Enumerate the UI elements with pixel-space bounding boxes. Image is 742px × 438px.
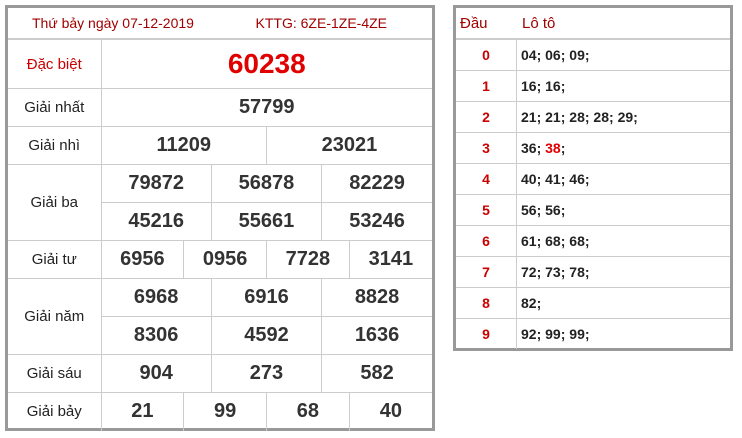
sixth-prize-number: 904 bbox=[101, 355, 211, 393]
loto-separator: ; bbox=[560, 202, 566, 218]
loto-head-digit: 1 bbox=[456, 71, 517, 102]
seventh-prize-number: 40 bbox=[349, 393, 432, 431]
sixth-prize-number: 273 bbox=[211, 355, 321, 393]
fourth-prize-number: 6956 bbox=[101, 241, 184, 279]
prize-label-second: Giải nhì bbox=[8, 127, 101, 165]
loto-number: 82 bbox=[521, 295, 537, 311]
loto-panel bbox=[453, 5, 733, 351]
seventh-prize-number: 99 bbox=[184, 393, 267, 431]
fifth-prize-number: 4592 bbox=[211, 317, 321, 355]
third-prize-number: 82229 bbox=[322, 165, 432, 203]
loto-number: 38 bbox=[545, 140, 561, 156]
loto-number: 56 bbox=[521, 202, 537, 218]
prize-label-first: Giải nhất bbox=[8, 89, 101, 127]
first-prize-number: 57799 bbox=[101, 89, 432, 127]
loto-number: 92 bbox=[521, 326, 537, 342]
seventh-prize-number: 68 bbox=[266, 393, 349, 431]
loto-head-digit: 8 bbox=[456, 288, 517, 319]
prize-label-sixth: Giải sáu bbox=[8, 355, 101, 393]
loto-separator: ; bbox=[560, 326, 570, 342]
loto-tails bbox=[517, 164, 731, 195]
loto-number: 28 bbox=[569, 109, 585, 125]
fourth-prize-number: 7728 bbox=[266, 241, 349, 279]
loto-separator: ; bbox=[584, 47, 590, 63]
loto-separator: ; bbox=[609, 109, 618, 125]
results-panel bbox=[5, 5, 435, 431]
loto-number: 72 bbox=[521, 264, 537, 280]
loto-separator: ; bbox=[633, 109, 638, 125]
loto-number: 16 bbox=[521, 78, 537, 94]
loto-separator: ; bbox=[536, 47, 546, 63]
loto-number: 56 bbox=[545, 202, 561, 218]
loto-separator: ; bbox=[584, 326, 590, 342]
prize-table bbox=[8, 39, 432, 431]
loto-number: 46 bbox=[569, 171, 585, 187]
loto-row bbox=[456, 133, 730, 164]
fourth-prize-number: 0956 bbox=[184, 241, 267, 279]
loto-tails bbox=[517, 40, 731, 71]
loto-number: 99 bbox=[545, 326, 561, 342]
loto-number: 78 bbox=[569, 264, 585, 280]
loto-separator: ; bbox=[536, 171, 546, 187]
loto-number: 09 bbox=[569, 47, 585, 63]
loto-tails bbox=[517, 319, 731, 350]
results-header bbox=[8, 8, 432, 39]
loto-number: 29 bbox=[617, 109, 634, 125]
third-prize-number: 45216 bbox=[101, 203, 211, 241]
loto-number: 41 bbox=[545, 171, 561, 187]
special-prize-number: 60238 bbox=[101, 40, 432, 89]
loto-row bbox=[456, 319, 730, 350]
loto-row bbox=[456, 195, 730, 226]
loto-tails bbox=[517, 288, 731, 319]
prize-row-first bbox=[8, 89, 432, 127]
loto-separator: ; bbox=[560, 140, 566, 156]
third-prize-number: 53246 bbox=[322, 203, 432, 241]
seventh-prize-number: 21 bbox=[101, 393, 184, 431]
third-prize-number: 56878 bbox=[211, 165, 321, 203]
loto-row bbox=[456, 164, 730, 195]
kttg-code: KTTG: 6ZE-1ZE-4ZE bbox=[255, 15, 387, 31]
loto-separator: ; bbox=[560, 47, 570, 63]
fifth-prize-number: 6968 bbox=[101, 279, 211, 317]
loto-tails bbox=[517, 71, 731, 102]
loto-head-digit: 9 bbox=[456, 319, 517, 350]
prize-label-seventh: Giải bảy bbox=[8, 393, 101, 431]
loto-head-digit: 3 bbox=[456, 133, 517, 164]
loto-separator: ; bbox=[536, 202, 546, 218]
prize-row-second bbox=[8, 127, 432, 165]
fifth-prize-number: 8828 bbox=[322, 279, 432, 317]
loto-number: 68 bbox=[545, 233, 561, 249]
draw-date: Thứ bảy ngày 07-12-2019 bbox=[32, 15, 194, 31]
loto-separator: ; bbox=[536, 78, 546, 94]
loto-separator: ; bbox=[560, 233, 570, 249]
fourth-prize-number: 3141 bbox=[349, 241, 432, 279]
sixth-prize-number: 582 bbox=[322, 355, 432, 393]
loto-row bbox=[456, 71, 730, 102]
loto-head-digit: 0 bbox=[456, 40, 517, 71]
prize-label-third: Giải ba bbox=[8, 165, 101, 241]
fifth-prize-number: 8306 bbox=[101, 317, 211, 355]
loto-head-digit: 6 bbox=[456, 226, 517, 257]
loto-separator: ; bbox=[560, 171, 570, 187]
loto-row bbox=[456, 288, 730, 319]
loto-separator: ; bbox=[536, 233, 546, 249]
second-prize-number: 11209 bbox=[101, 127, 266, 165]
loto-number: 73 bbox=[545, 264, 561, 280]
fifth-prize-number: 1636 bbox=[322, 317, 432, 355]
second-prize-number: 23021 bbox=[266, 127, 432, 165]
loto-col-head: Đầu bbox=[460, 14, 488, 32]
loto-number: 99 bbox=[569, 326, 585, 342]
loto-row bbox=[456, 257, 730, 288]
prize-label-fifth: Giải năm bbox=[8, 279, 101, 355]
loto-separator: ; bbox=[560, 78, 566, 94]
loto-number: 21 bbox=[545, 109, 561, 125]
loto-separator: ; bbox=[536, 326, 546, 342]
prize-row-third-a bbox=[8, 165, 432, 203]
loto-number: 28 bbox=[593, 109, 609, 125]
loto-separator: ; bbox=[584, 264, 590, 280]
loto-number: 68 bbox=[569, 233, 585, 249]
loto-head-digit: 2 bbox=[456, 102, 517, 133]
loto-separator: ; bbox=[536, 264, 546, 280]
loto-head-digit: 5 bbox=[456, 195, 517, 226]
loto-number: 21 bbox=[521, 109, 537, 125]
loto-tails bbox=[517, 102, 731, 133]
prize-row-sixth bbox=[8, 355, 432, 393]
prize-label-special: Đặc biệt bbox=[8, 40, 101, 89]
loto-number: 06 bbox=[545, 47, 561, 63]
loto-tails bbox=[517, 257, 731, 288]
loto-separator: ; bbox=[560, 264, 570, 280]
fifth-prize-number: 6916 bbox=[211, 279, 321, 317]
prize-row-fourth bbox=[8, 241, 432, 279]
loto-separator: ; bbox=[584, 233, 590, 249]
loto-number: 40 bbox=[521, 171, 537, 187]
loto-tails bbox=[517, 133, 731, 164]
loto-header bbox=[456, 8, 730, 39]
loto-separator: ; bbox=[560, 109, 570, 125]
loto-row bbox=[456, 226, 730, 257]
loto-row bbox=[456, 102, 730, 133]
prize-row-special bbox=[8, 40, 432, 89]
loto-separator: ; bbox=[584, 171, 590, 187]
prize-row-fifth-a bbox=[8, 279, 432, 317]
loto-number: 04 bbox=[521, 47, 537, 63]
third-prize-number: 55661 bbox=[211, 203, 321, 241]
prize-row-seventh bbox=[8, 393, 432, 431]
loto-separator: ; bbox=[584, 109, 594, 125]
loto-number: 61 bbox=[521, 233, 537, 249]
loto-number: 16 bbox=[545, 78, 561, 94]
loto-number: 36 bbox=[521, 140, 537, 156]
loto-col-tails: Lô tô bbox=[522, 14, 556, 32]
loto-separator: ; bbox=[536, 140, 546, 156]
loto-separator: ; bbox=[536, 295, 542, 311]
loto-table bbox=[456, 39, 730, 349]
prize-label-fourth: Giải tư bbox=[8, 241, 101, 279]
loto-row bbox=[456, 40, 730, 71]
loto-head-digit: 7 bbox=[456, 257, 517, 288]
third-prize-number: 79872 bbox=[101, 165, 211, 203]
loto-separator: ; bbox=[536, 109, 546, 125]
loto-tails bbox=[517, 226, 731, 257]
loto-tails bbox=[517, 195, 731, 226]
loto-head-digit: 4 bbox=[456, 164, 517, 195]
